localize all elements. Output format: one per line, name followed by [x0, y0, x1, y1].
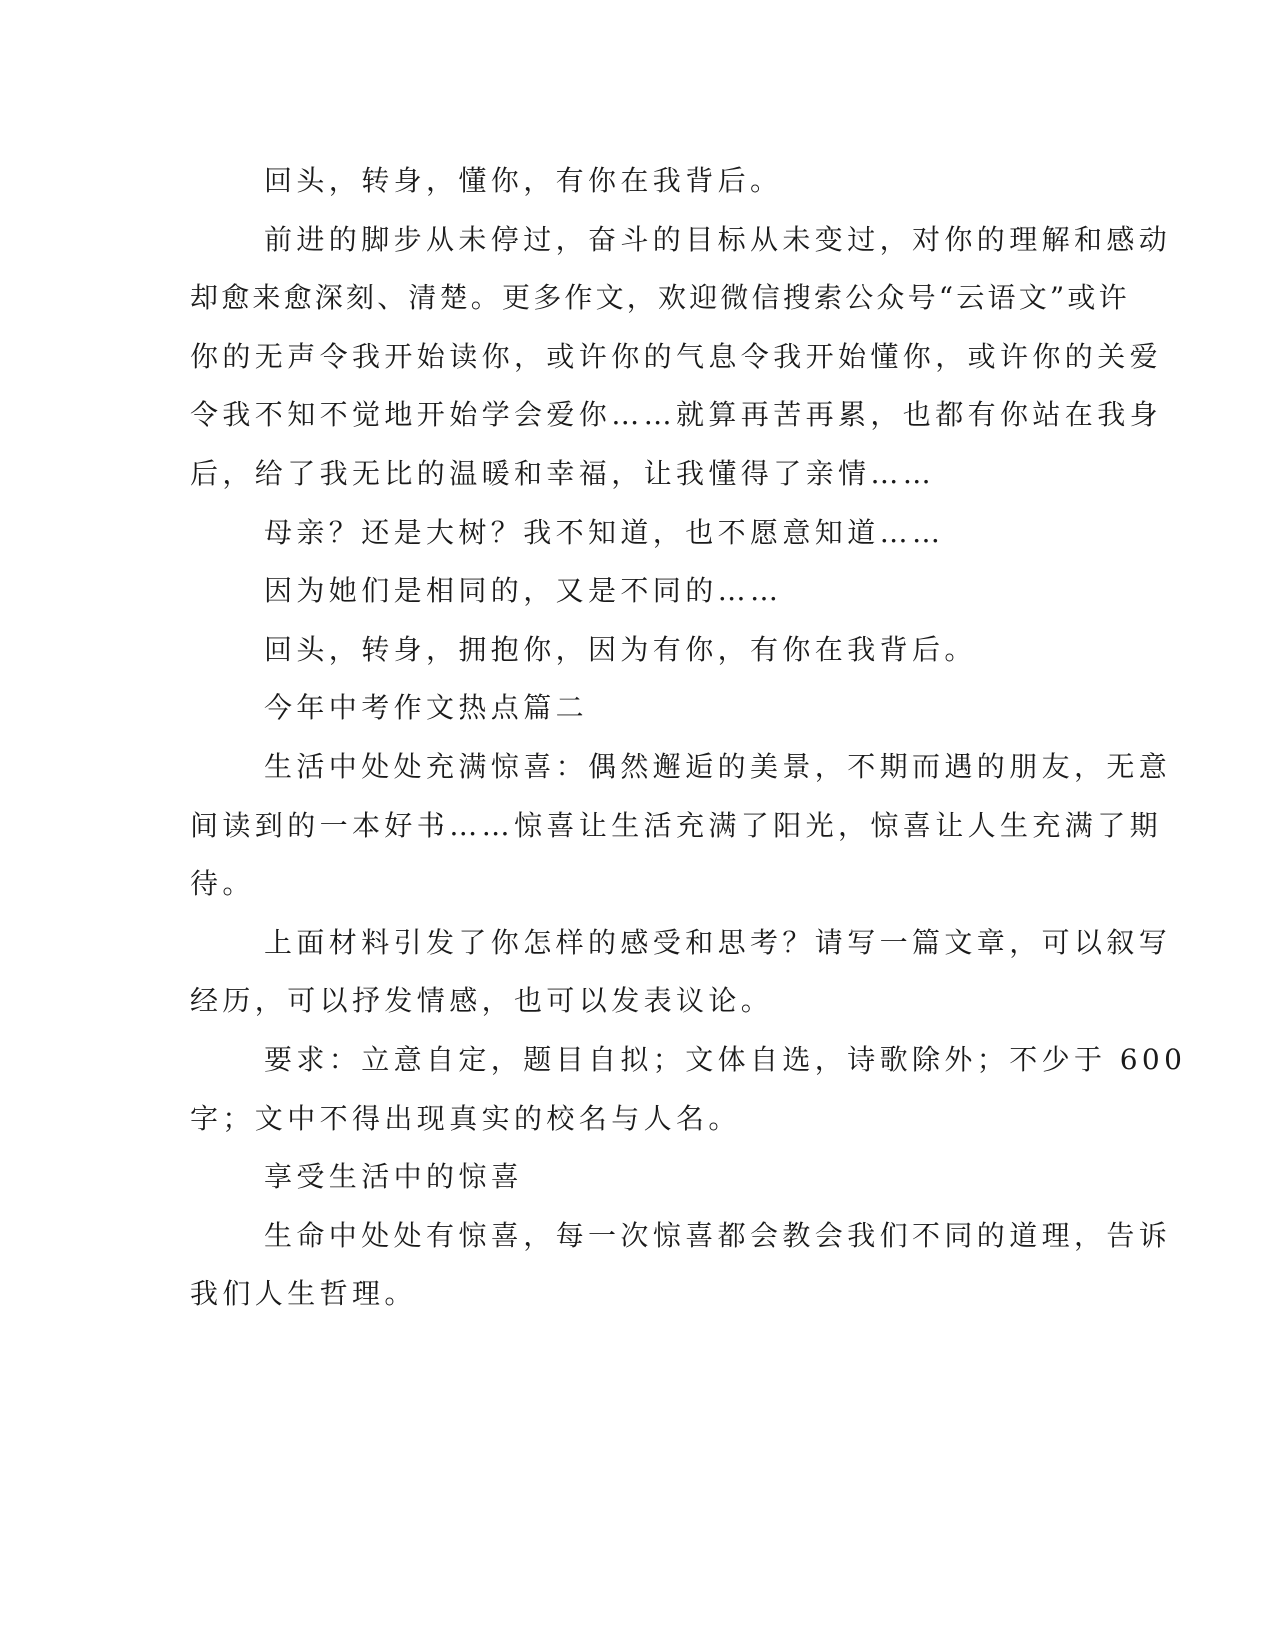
paragraph-line: 回头，转身，拥抱你，因为有你，有你在我背后。 — [264, 633, 977, 666]
paragraph-line: 却愈来愈深刻、清楚。更多作文，欢迎微信搜索公众号“云语文”或许 — [190, 281, 1130, 314]
paragraph-line: 上面材料引发了你怎样的感受和思考？请写一篇文章，可以叙写 — [264, 926, 1172, 959]
paragraph-line: 间读到的一本好书……惊喜让生活充满了阳光，惊喜让人生充满了期 — [190, 809, 1163, 842]
paragraph-line: 你的无声令我开始读你，或许你的气息令我开始懂你，或许你的关爱 — [190, 340, 1163, 373]
paragraph-line: 回头，转身，懂你，有你在我背后。 — [264, 164, 783, 197]
paragraph-line: 前进的脚步从未停过，奋斗的目标从未变过，对你的理解和感动 — [264, 223, 1172, 256]
paragraph-line: 我们人生哲理。 — [190, 1277, 417, 1310]
paragraph-line: 母亲？还是大树？我不知道，也不愿意知道…… — [264, 516, 945, 549]
paragraph-line: 令我不知不觉地开始学会爱你……就算再苦再累，也都有你站在我身 — [190, 398, 1163, 431]
paragraph-line: 待。 — [190, 867, 255, 900]
paragraph-line: 经历，可以抒发情感，也可以发表议论。 — [190, 984, 774, 1017]
paragraph-line: 字；文中不得出现真实的校名与人名。 — [190, 1102, 741, 1135]
section-heading: 今年中考作文热点篇二 — [264, 691, 589, 724]
paragraph-line: 要求：立意自定，题目自拟；文体自选，诗歌除外；不少于 600 — [264, 1043, 1187, 1076]
paragraph-line: 因为她们是相同的，又是不同的…… — [264, 574, 783, 607]
paragraph-line: 后，给了我无比的温暖和幸福，让我懂得了亲情…… — [190, 457, 936, 490]
paragraph-line: 生命中处处有惊喜，每一次惊喜都会教会我们不同的道理，告诉 — [264, 1219, 1172, 1252]
paragraph-line: 生活中处处充满惊喜：偶然邂逅的美景，不期而遇的朋友，无意 — [264, 750, 1172, 783]
essay-title: 享受生活中的惊喜 — [264, 1160, 524, 1193]
